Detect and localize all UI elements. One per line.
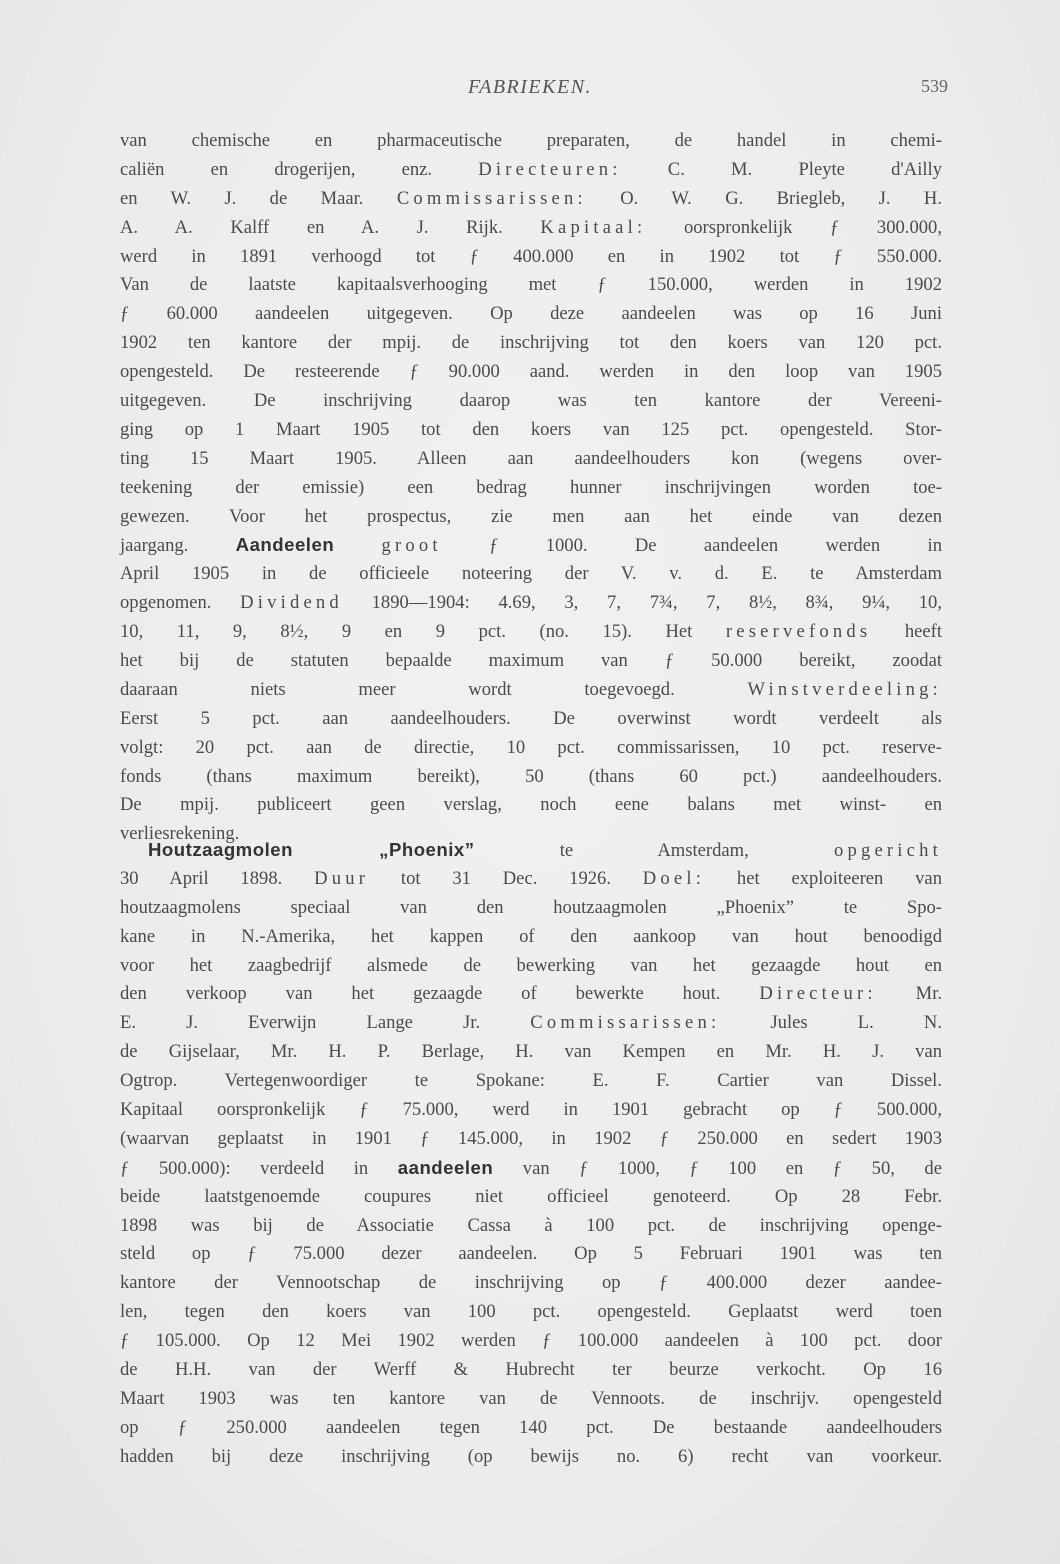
text-line: volgt: 20 pct. aan de directie, 10 pct. commissarissen, 10 pct. reserve- — [120, 736, 942, 758]
text-line: teekening der emissie) een bedrag hunner inschrijvingen worden toe- — [120, 476, 942, 498]
text-line: A. A. Kalff en A. J. Rijk. Kapitaal: oorspronkelijk ƒ 300.000, — [120, 216, 942, 238]
field-label-winstverdeeling: Winstverdeeling: — [747, 678, 942, 700]
text-line: ting 15 Maart 1905. Alleen aan aandeelhouders kon (wegens over- — [120, 447, 942, 469]
text-line: 10, 11, 9, 8½, 9 en 9 pct. (no. 15). Het reservefonds heeft — [120, 621, 942, 643]
page-number: 539 — [921, 76, 948, 96]
field-label-commissarissen: Commissarissen: — [396, 187, 587, 209]
text-line: den verkoop van het gezaagde of bewerkte hout. Directeur: Mr. — [120, 983, 943, 1005]
field-label-reservefonds: reservefonds — [725, 621, 872, 643]
field-label-directeur: Directeur: — [759, 983, 877, 1005]
field-label-dividend: Dividend — [240, 592, 343, 614]
text-line: 30 April 1898. Duur tot 31 Dec. 1926. Doel: het exploiteeren van — [120, 867, 942, 889]
text-line: De mpij. publiceert geen verslag, noch eene balans met winst- en — [120, 794, 942, 816]
text-line: daaraan niets meer wordt toegevoegd. Winstverdeeling: — [120, 678, 942, 700]
section-houtzaagmolen-phoenix — [120, 836, 942, 1472]
text-line: len, tegen den koers van 100 pct. opengesteld. Geplaatst werd toen — [120, 1301, 942, 1323]
text-line: E. J. Everwijn Lange Jr. Commissarissen: Jules L. N. — [120, 1012, 942, 1034]
text-line: voor het zaagbedrijf alsmede de bewerking van het gezaagde hout en — [120, 954, 942, 976]
field-label-kapitaal: Kapitaal: — [540, 216, 647, 238]
company-name: Houtzaagmolen „Phoenix” — [148, 839, 475, 860]
text-line: 1898 was bij de Associatie Cassa à 100 pct. de inschrijving openge- — [120, 1214, 942, 1236]
text-line: (waarvan geplaatst in 1901 ƒ 145.000, in 1902 ƒ 250.000 en sedert 1903 — [120, 1127, 942, 1149]
text-line: Eerst 5 pct. aan aandeelhouders. De overwinst wordt verdeelt als — [120, 707, 942, 729]
text-line: fonds (thans maximum bereikt), 50 (thans 60 pct.) aandeelhouders. — [120, 765, 942, 787]
text-line: ƒ 105.000. Op 12 Mei 1902 werden ƒ 100.000 aandeelen à 100 pct. door — [120, 1330, 942, 1352]
text-line: Van de laatste kapitaalsverhooging met ƒ 150.000, werden in 1902 — [120, 274, 942, 296]
section-chemical-company-continued — [120, 127, 942, 849]
running-title: FABRIEKEN. — [467, 76, 593, 98]
text-line: April 1905 in de officieele noteering der V. v. d. E. te Amsterdam — [120, 563, 942, 585]
text-line: opgenomen. Dividend 1890—1904: 4.69, 3, 7, 7¾, 7, 8½, 8¾, 9¼, 10, — [120, 592, 942, 614]
text-line: van chemische en pharmaceutische preparaten, de handel in chemi- — [120, 130, 942, 151]
text-line: kantore der Vennootschap de inschrijving op ƒ 400.000 dezer aandee- — [120, 1272, 942, 1294]
text-line: steld op ƒ 75.000 dezer aandeelen. Op 5 Februari 1901 was ten — [120, 1243, 942, 1265]
text-line: de H.H. van der Werff & Hubrecht ter beurze verkocht. Op 16 — [120, 1359, 942, 1381]
field-label-opgericht: opgericht — [833, 840, 942, 861]
text-line: opengesteld. De resteerende ƒ 90.000 aand. werden in den loop van 1905 — [120, 361, 942, 383]
text-line: ƒ 500.000): verdeeld in aandeelen van ƒ 1000, ƒ 100 en ƒ 50, de — [120, 1156, 942, 1179]
text-line: 1902 ten kantore der mpij. de inschrijving tot den koers van 120 pct. — [120, 332, 942, 354]
text-line: houtzaagmolens speciaal van den houtzaagmolen „Phoenix” te Spo- — [120, 896, 942, 918]
text-line: ging op 1 Maart 1905 tot den koers van 125 pct. opengesteld. Stor- — [120, 418, 942, 440]
page-header — [0, 76, 1060, 106]
field-label-aandeelen: aandeelen — [397, 1156, 494, 1178]
text-line: ƒ 60.000 aandeelen uitgegeven. Op deze aandeelen was op 16 Juni — [120, 303, 942, 325]
text-line: gewezen. Voor het prospectus, zie men aan het einde van dezen — [120, 505, 942, 527]
field-label-directeuren: Directeuren: — [478, 158, 622, 180]
text-line: Maart 1903 was ten kantore van de Vennoots. de inschrijv. opengesteld — [120, 1387, 942, 1409]
text-line: op ƒ 250.000 aandeelen tegen 140 pct. De bestaande aandeelhouders — [120, 1416, 942, 1438]
text-line: beide laatstgenoemde coupures niet officieel genoteerd. Op 28 Febr. — [120, 1185, 942, 1207]
text-line: Ogtrop. Vertegenwoordiger te Spokane: E. F. Cartier van Dissel. — [120, 1070, 942, 1092]
field-label-doel: Doel: — [642, 867, 706, 889]
text-line: werd in 1891 verhoogd tot ƒ 400.000 en in 1902 tot ƒ 550.000. — [120, 245, 942, 267]
text-line: de Gijselaar, Mr. H. P. Berlage, H. van Kempen en Mr. H. J. van — [120, 1041, 942, 1063]
text-line: en W. J. de Maar. Commissarissen: O. W. G. Briegleb, J. H. — [120, 187, 942, 209]
field-label-groot: groot — [381, 535, 442, 557]
field-label-commissarissen: Commissarissen: — [530, 1012, 721, 1034]
text-line: Kapitaal oorspronkelijk ƒ 75.000, werd in 1901 gebracht op ƒ 500.000, — [120, 1099, 942, 1121]
text-line: uitgegeven. De inschrijving daarop was ten kantore der Vereeni- — [120, 390, 942, 412]
text-line: caliën en drogerijen, enz. Directeuren: C. M. Pleyte d'Ailly — [120, 158, 942, 180]
text-line: kane in N.-Amerika, het kappen of den aankoop van hout benoodigd — [120, 925, 942, 947]
field-label-duur: Duur — [314, 867, 370, 889]
text-line: hadden bij deze inschrijving (op bewijs no. 6) recht van voorkeur. — [120, 1445, 942, 1467]
text-line: verliesrekening. — [120, 823, 240, 845]
text-line: het bij de statuten bepaalde maximum van ƒ 50.000 bereikt, zoodat — [120, 650, 942, 672]
text-line: jaargang. Aandeelen groot ƒ 1000. De aandeelen werden in — [120, 534, 942, 557]
entry-heading-line: Houtzaagmolen „Phoenix” te Amsterdam, opgericht — [148, 839, 942, 861]
field-label-aandeelen: Aandeelen — [235, 534, 335, 556]
